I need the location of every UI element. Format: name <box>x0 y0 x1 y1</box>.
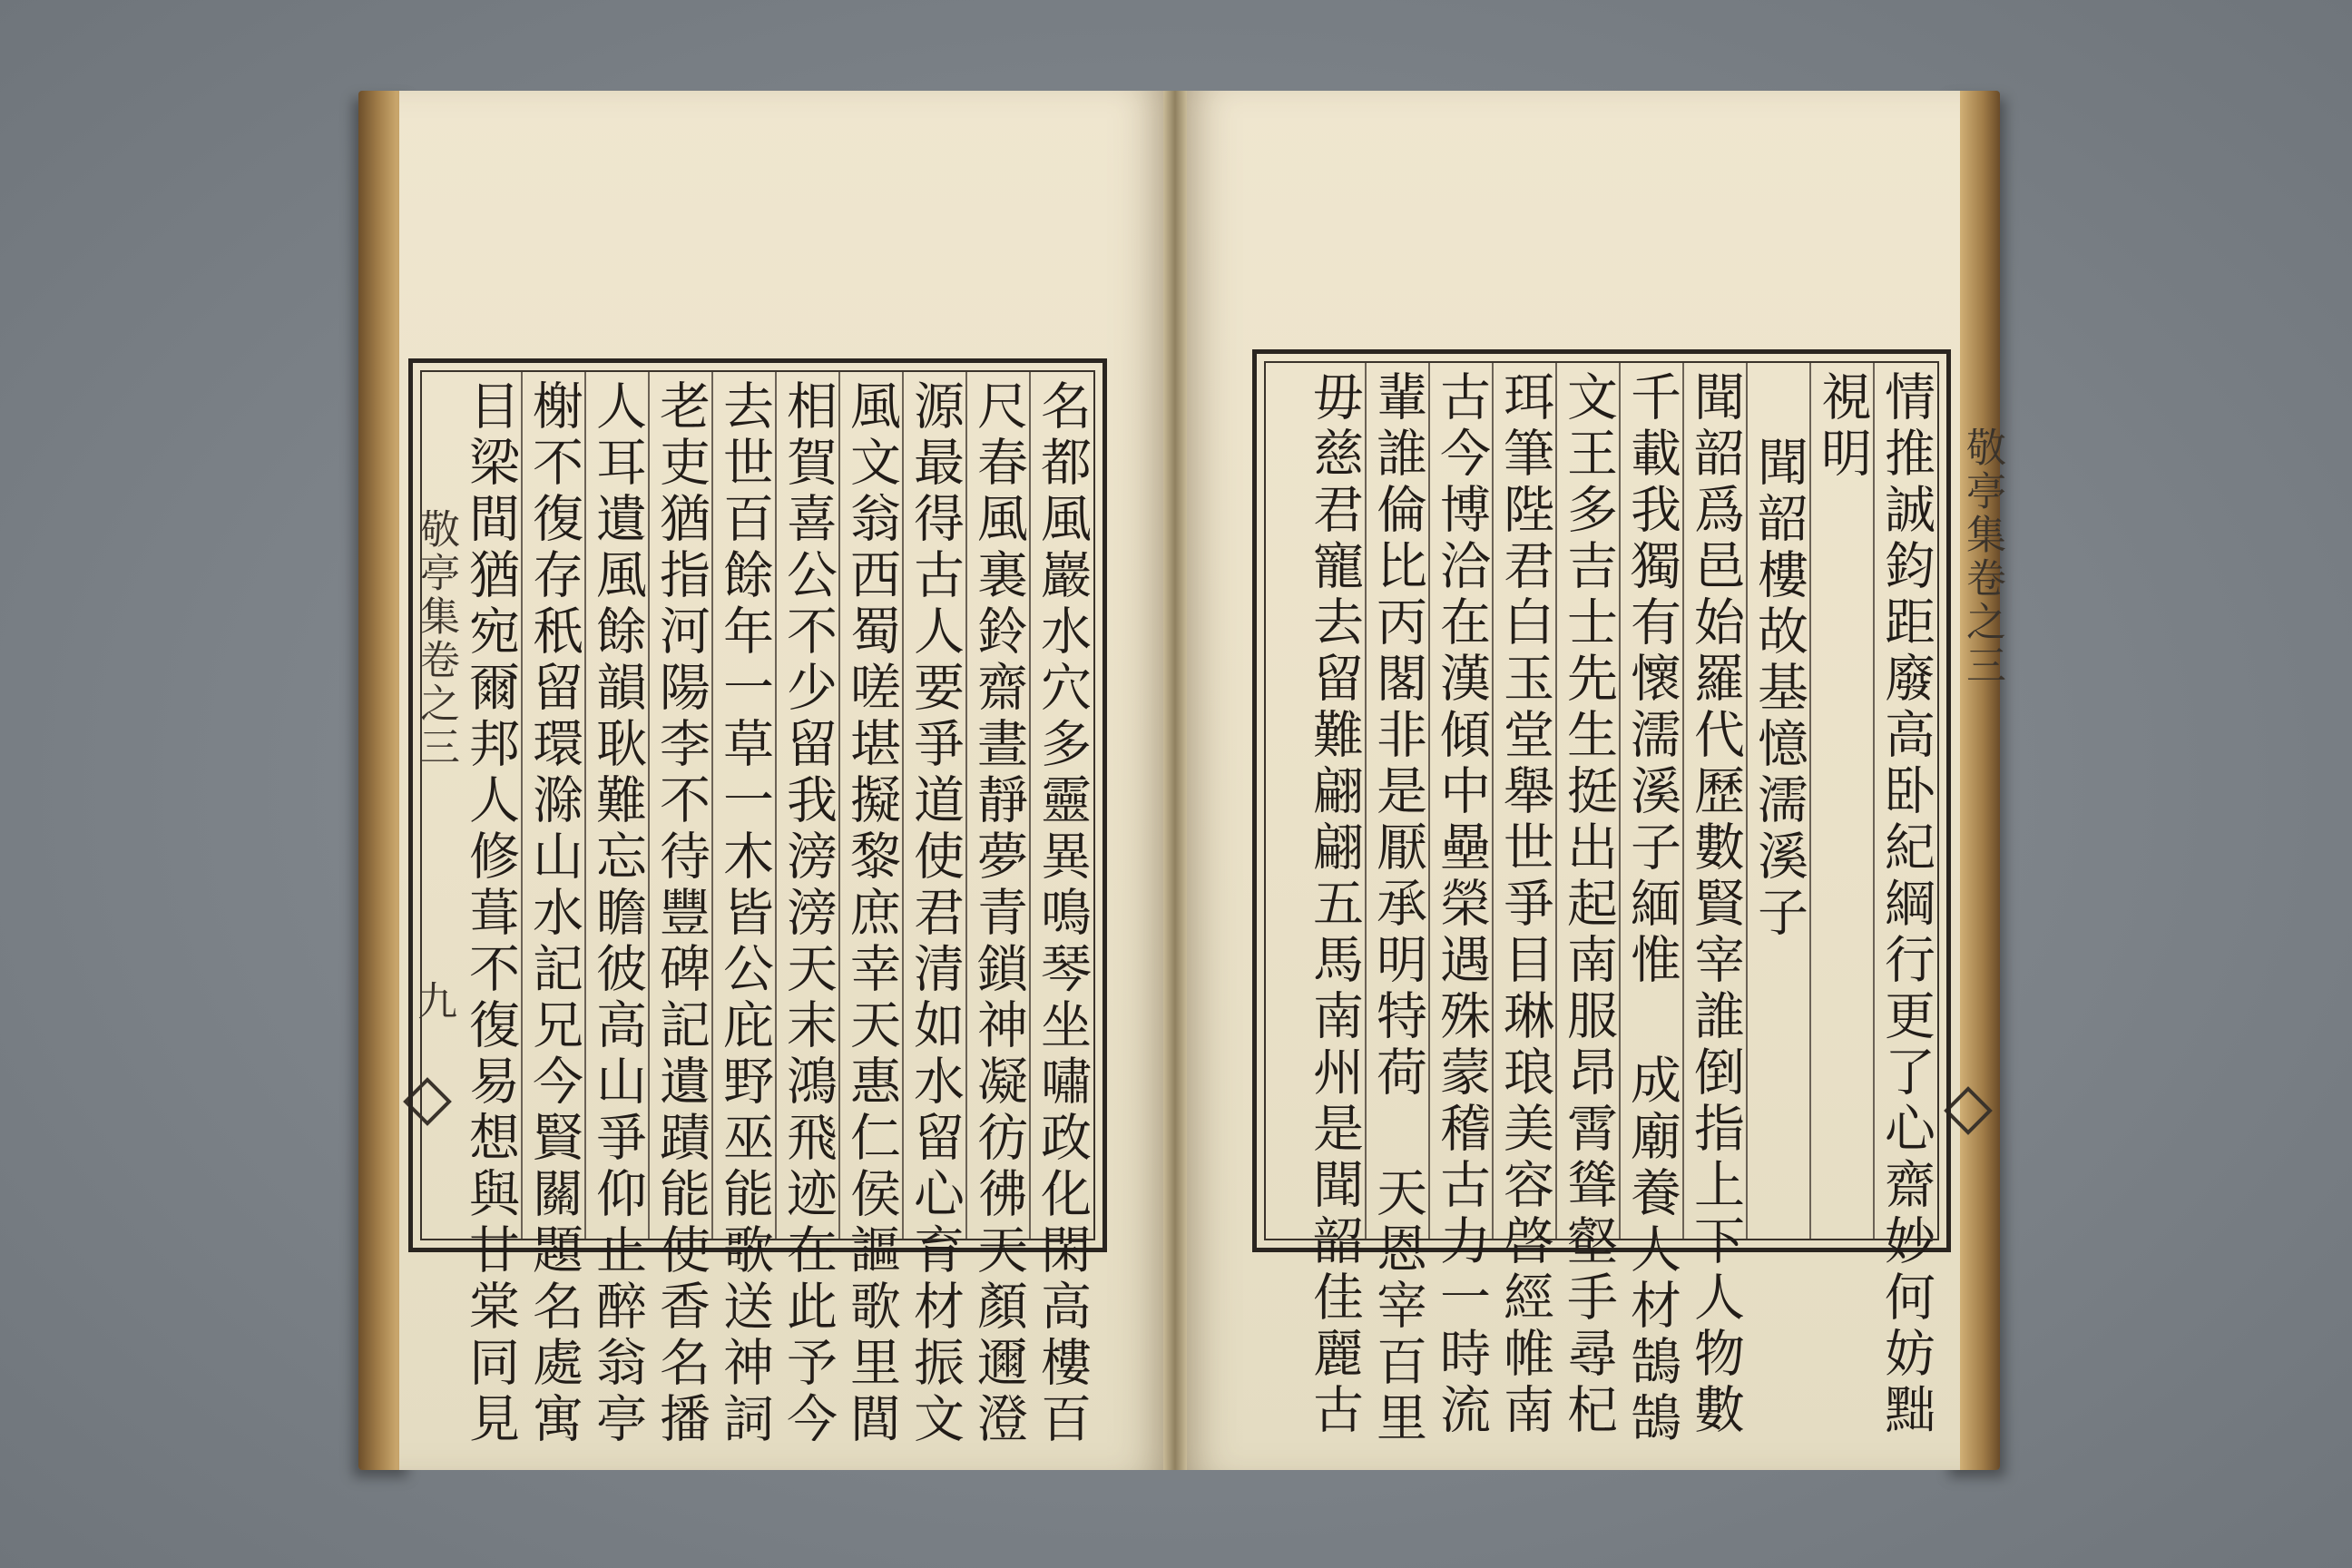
left-column-2: 尺春風裏鈴齋晝靜夢青鎖神凝彷彿天顏邇澄 <box>969 379 1028 1448</box>
column-rule <box>1029 372 1031 1239</box>
left-column-3: 源最得古人要爭道使君清如水留心育材振文 <box>906 379 965 1448</box>
left-text-frame <box>408 358 1107 1448</box>
column-rule <box>838 372 840 1239</box>
column-rule <box>965 372 967 1239</box>
right-column-6: 文王多吉士先生挺出起南服昂霄聳壑手尋杞 <box>1559 370 1618 1439</box>
column-rule <box>1619 363 1621 1239</box>
column-rule <box>775 372 777 1239</box>
left-column-8: 人耳遺風餘韻耿難忘瞻彼高山爭仰止醉翁亭 <box>588 379 647 1448</box>
column-rule <box>1365 363 1367 1239</box>
column-rule <box>584 372 586 1239</box>
right-column-7: 珥筆陛君白玉堂舉世爭目琳琅美容啓經帷南 <box>1495 370 1554 1439</box>
column-rule <box>711 372 713 1239</box>
column-rule <box>648 372 650 1239</box>
left-page-side-label: 敬亭集卷之三 <box>413 508 459 769</box>
column-rule <box>1428 363 1430 1239</box>
left-column-6: 去世百餘年一草一木皆公庇野巫能歌送神詞 <box>715 379 774 1448</box>
right-column-3-poem-title: 聞韶樓故基憶濡溪子 <box>1749 436 1808 942</box>
column-rule <box>1873 363 1875 1239</box>
column-rule <box>1746 363 1748 1239</box>
right-text-frame <box>1252 349 1951 1447</box>
left-column-9: 榭不復存秖留環滁山水記兄今賢關題名處寓 <box>524 379 583 1448</box>
left-page-folio: 九 <box>410 980 456 1024</box>
column-rule <box>1492 363 1494 1239</box>
right-column-10: 毋慈君寵去留難翩翩五馬南州是聞韶佳麗古 <box>1305 370 1364 1439</box>
column-rule <box>1809 363 1811 1239</box>
left-column-10: 目梁間猶宛爾邦人修葺不復易想與甘棠同見 <box>461 379 520 1448</box>
right-column-4: 聞韶爲邑始羅代歷數賢宰誰倒指上下人物數 <box>1686 370 1745 1439</box>
right-column-9: 輩誰倫比丙閣非是厭承明特荷 天恩宰百里 <box>1368 370 1427 1447</box>
column-rule <box>1682 363 1684 1239</box>
column-rule <box>521 372 523 1239</box>
right-column-5: 千載我獨有懷濡溪子緬惟 成廟養人材鵠鵠 <box>1622 370 1681 1447</box>
right-column-1: 情推誠鈞距廢高卧紀綱行更了心齋妙何妨黜 <box>1877 370 1936 1439</box>
left-column-7: 老吏猶指河陽李不待豐碑記遺蹟能使香名播 <box>652 379 710 1448</box>
column-rule <box>902 372 904 1239</box>
book-gutter <box>1163 91 1187 1470</box>
column-rule <box>1555 363 1557 1239</box>
right-page-side-label: 敬亭集卷之三 <box>1959 426 2005 688</box>
right-column-8: 古今博洽在漢傾中壘榮遇殊蒙稽古力一時流 <box>1432 370 1491 1439</box>
left-column-1: 名都風巖水穴多靈異鳴琴坐嘯政化閑高樓百 <box>1033 379 1092 1448</box>
left-column-4: 風文翁西蜀嗟堪擬黎庶幸天惠仁侯謳歌里閭 <box>842 379 901 1448</box>
left-column-5: 相賀喜公不少留我滂滂天末鴻飛迹在此予今 <box>779 379 838 1448</box>
right-column-2: 視明 <box>1813 370 1872 483</box>
